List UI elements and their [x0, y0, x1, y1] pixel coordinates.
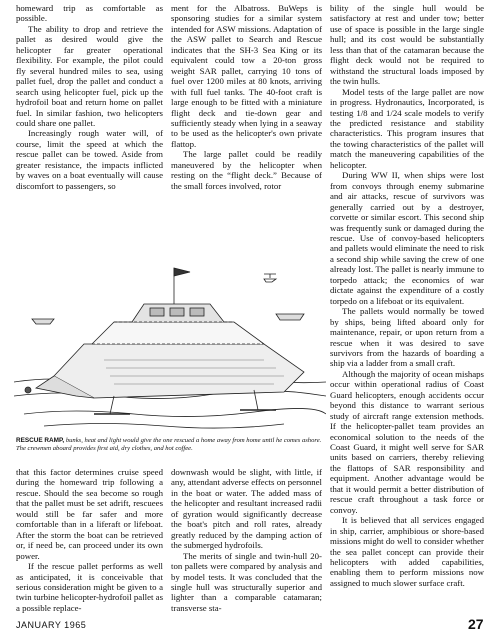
page-number: 27 — [468, 616, 484, 632]
paragraph: Increasingly rough water will, of course, limit the speed at which the rescue pallet can be towed. Aside from greater resistance, the impacts inflicted by waves on a boat eventually will cause discomfort to passengers, so — [16, 128, 163, 191]
caption-text: bunks, heat and light would give the one rescued a home away from home until he comes ashore. The crewmen aboard provides first aid, dry clothes, and hot coffee. — [16, 437, 322, 453]
paragraph: During WW II, when ships were lost from convoys through enemy submarine and air attacks, rescue of survivors was generally carried out by a destroyer, corvette or similar escort. This second ship was frequently sunk or damaged during the rescue. Use of convoy-based helicopters and pallets would eliminate the need to risk a second ship while saving the crew of one already lost. The pallet is nearly immune to torpedo attack; the economics of war dictate against the expenditure of a costly torpedo on a lifeboat or its equivalent. — [330, 170, 484, 306]
column-2-top — [171, 3, 322, 191]
paragraph: Model tests of the large pallet are now in progress. Hydronautics, Incorporated, is testing 1/8 and 1/24 scale models to verify the predicted resistance and stability characteristics. This program insures that the towing characteristics of the pallet will match the maneuvering capabilities of the helicopter. — [330, 86, 484, 170]
paragraph: The pallets would normally be towed by ships, being lifted aboard only for maintenance, repair, or upon return from a rescue when it was desired to save survivors from the hazards of boarding a ship via a ladder from a small craft. — [330, 306, 484, 369]
rescue-pallet-illustration — [14, 264, 326, 434]
paragraph: downwash would be slight, with little, if any, attendant adverse effects on personnel in the boat or water. The added mass of the helicopter and resultant increased radii of gyration would significantly decrease the boat's pitch and roll rates, already greatly reduced by the damping action of the submerged hydrofoils. — [171, 467, 322, 551]
paragraph: homeward trip as comfortable as possible. — [16, 3, 163, 24]
paragraph: If the rescue pallet performs as well as anticipated, it is conceivable that serious consideration might be given to a twin turbine helicopter-hydrofoil pallet as a possible replace- — [16, 561, 163, 613]
figure-caption — [16, 437, 322, 454]
paragraph: Although the majority of ocean mishaps occur within operational radius of Coast Guard helicopters, enough accidents occur beyond this distance to warrant serious study of aircraft range extension methods. If the helicopter-pallet team provides an economical solution to the needs of the Coast Guard, it might well serve for SAR units based on carriers, thereby relieving the flattops of SAR responsibility and equipment. Another advantage would be that it would permit a better distribution of rescue craft throughout a task force or convoy. — [330, 368, 484, 515]
paragraph: ment for the Albatross. BuWeps is sponsoring studies for a similar system intended for ASW missions. Adaptation of the ASW pallet to Search and Rescue indicates that the SH-3 Sea King or its equivalent could tow a 20-ton gross weight SAR pallet, carrying 10 tons of fuel over 1200 miles at 80 knots, arriving with full fuel tanks. The 40-foot craft is large enough to be fitted with a miniature flight deck and tie-down gear and sufficiently steady when lying in a seaway to be used as the helicopter's own private flattop. — [171, 3, 322, 149]
paragraph: that this factor determines cruise speed during the homeward trip following a rescue. Should the sea become so rough that the pallet must be set adrift, rescuees would still be far safer and more comfortable than in a liferaft or lifeboat. After the storm the boat can be retrieved or, if need be, can proceed under its own power. — [16, 467, 163, 561]
column-1-bottom — [16, 467, 163, 613]
column-2-bottom — [171, 467, 322, 613]
paragraph: bility of the single hull would be satisfactory at rest and under tow; better use of space is possible in the large single hull; and its cost would be substantially less than that of the catamaran because the flight deck would not be required to withstand the structural loads imposed by the twin hulls. — [330, 3, 484, 87]
paragraph: It is believed that all services engaged in ship, carrier, amphibious or shore-based missions might do well to consider whether the sea pallet concept can provide their helicopters with added capabilities, enabling them to perform missions now assigned to much slower surface craft. — [330, 515, 484, 588]
column-3 — [330, 3, 484, 588]
column-1-top — [16, 3, 163, 191]
paragraph: The ability to drop and retrieve the pallet as desired would give the helicopter far greater operational flexibility. For example, the pilot could fly several hundred miles to sea, using pallet fuel, drop the pallet and conduct a search using helicopter fuel, pick up the hydrofoil boat and return home on pallet fuel. In similar fashion, two helicopters could share one pallet. — [16, 23, 163, 128]
paragraph: The merits of single and twin-hull 20-ton pallets were compared by analysis and by model tests. It was concluded that the single hull was structurally superior and lighter than a comparable catamaran; transverse sta- — [171, 550, 322, 613]
rescue-pallet-drawing — [14, 264, 326, 434]
caption-lead: RESCUE RAMP, — [16, 437, 65, 444]
issue-date: JANUARY 1965 — [16, 620, 87, 630]
paragraph: The large pallet could be readily maneuvered by the helicopter when resting on the “flight deck.” Because of the small forces involved, rotor — [171, 149, 322, 191]
